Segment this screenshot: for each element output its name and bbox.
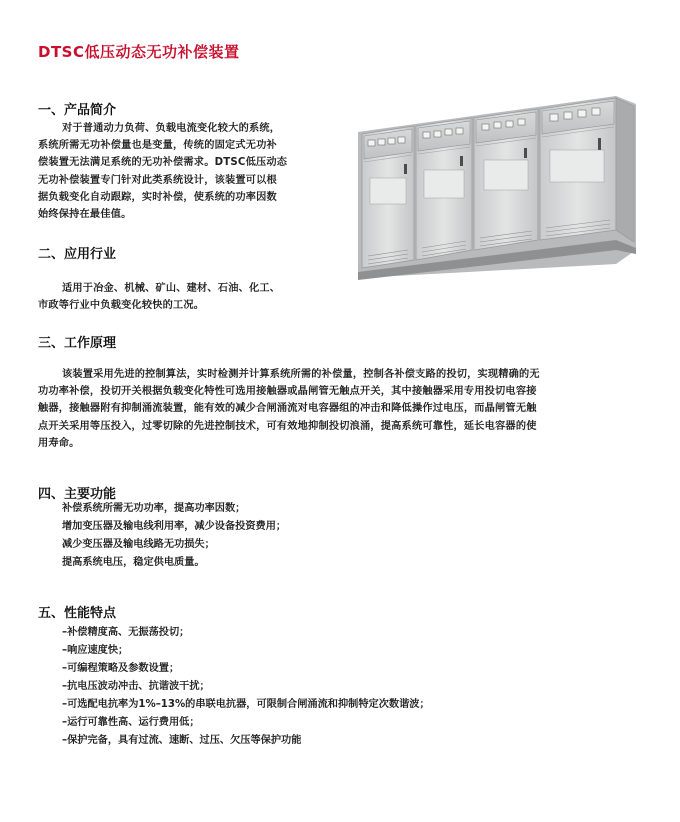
list-item: 减少变压器及输电线路无功损失； <box>62 539 215 550</box>
text-line: 偿装置无法满足系统的无功补偿需求。DTSC低压动态 <box>38 157 288 169</box>
cabinet-photo <box>354 90 642 280</box>
text-line: 无功补偿装置专门针对此类系统设计，该装置可以根 <box>38 174 277 186</box>
list-item: 补偿系统所需无功功率，提高功率因数； <box>62 503 246 514</box>
text-line: 点开关采用等压投入，过零切除的先进控制技术，可有效地抑制投切浪涌，提高系统可靠性，延长电容器的使 <box>38 420 537 432</box>
text-line: 对于普通动力负荷、负载电流变化较大的系统， <box>62 123 281 134</box>
list-item: –抗电压波动冲击、抗谐波干扰； <box>62 681 210 692</box>
text-line: 系统所需无功补偿量也是变量，传统的固定式无功补 <box>38 140 277 152</box>
list-performance-features <box>62 624 430 750</box>
text-line: 触器，接触器附有抑制涌流装置，能有效的减少合闸涌流对电容器组的冲击和降低操作过电压，而晶闸管无触 <box>38 403 537 415</box>
list-item: –可选配电抗率为1%–13%的串联电抗器，可限制合闸涌流和抑制特定次数谐波； <box>62 699 430 710</box>
text-line: 据负载变化自动跟踪，实时补偿，使系统的功率因数 <box>38 191 277 203</box>
text-line: 始终保持在最佳值。 <box>38 209 132 221</box>
text-line: 市政等行业中负载变化较快的工况。 <box>38 300 205 312</box>
heading-performance-features: 五、性能特点 <box>38 606 117 621</box>
heading-product-intro: 一、产品简介 <box>38 103 117 118</box>
list-item: –响应速度快； <box>62 645 129 656</box>
paragraph-product-intro <box>38 120 287 223</box>
list-item: –可编程策略及参数设置； <box>62 663 180 674</box>
text-line: 功功率补偿，投切开关根据负载变化特性可选用接触器或晶闸管无触点开关，其中接触器采用专用投切电容接 <box>38 386 537 398</box>
document-title: DTSC低压动态无功补偿装置 <box>38 43 240 61</box>
text-line: 该装置采用先进的控制算法，实时检测并计算系统所需的补偿量，控制各补偿支路的投切，实现精确的无 <box>62 369 540 380</box>
text-line: 用寿命。 <box>38 437 80 449</box>
list-main-functions <box>62 500 286 572</box>
list-item: –保护完备，具有过流、速断、过压、欠压等保护功能 <box>62 735 302 746</box>
paragraph-applications <box>38 280 280 314</box>
list-item: 提高系统电压，稳定供电质量。 <box>62 557 205 568</box>
text-line: 适用于冶金、机械、矿山、建材、石油、化工、 <box>62 283 281 294</box>
list-item: 增加变压器及输电线利用率，减少设备投资费用； <box>62 521 287 532</box>
heading-working-principle: 三、工作原理 <box>38 336 117 351</box>
list-item: –运行可靠性高、运行费用低； <box>62 717 200 728</box>
paragraph-working-principle <box>38 366 540 452</box>
heading-main-functions: 四、主要功能 <box>38 487 117 502</box>
list-item: –补偿精度高、无振荡投切； <box>62 627 190 638</box>
heading-applications: 二、应用行业 <box>38 247 117 262</box>
